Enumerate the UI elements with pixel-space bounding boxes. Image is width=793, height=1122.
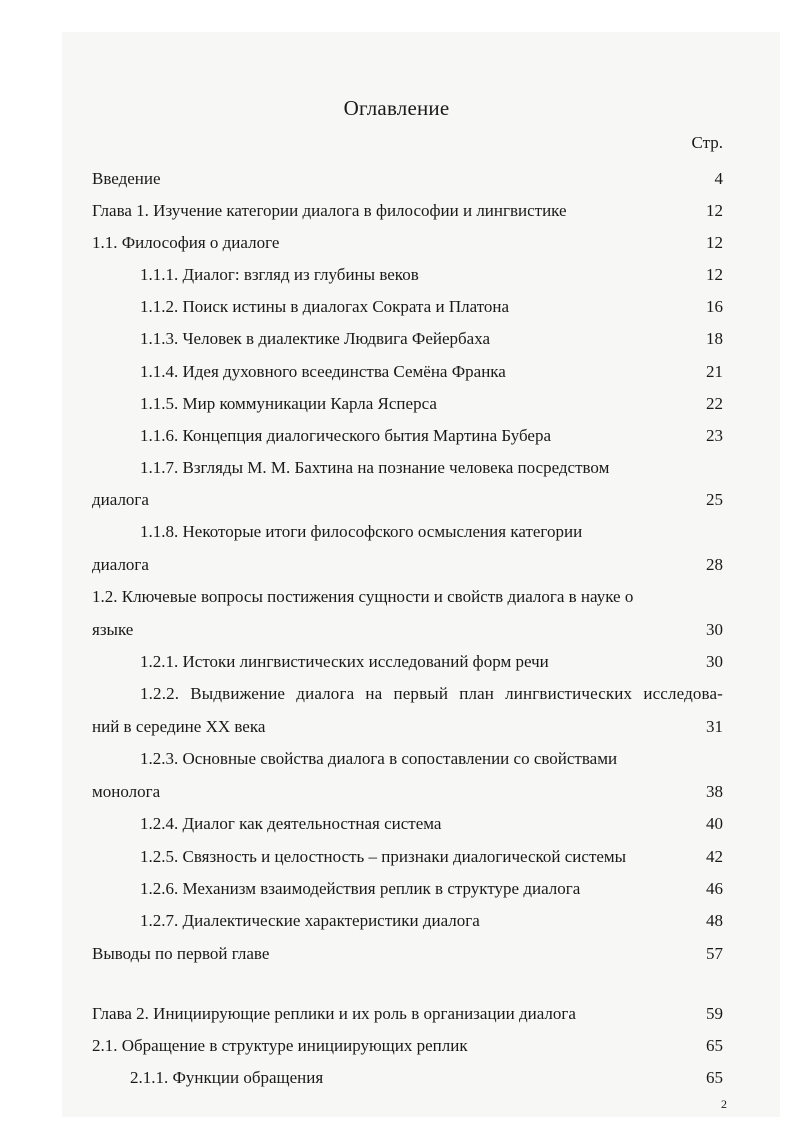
toc-entry-page: 46 (706, 879, 723, 898)
toc-entry-page: 12 (706, 265, 723, 284)
toc-entry-text: 1.2.6. Механизм взаимодействия реплик в структуре диалога (140, 879, 581, 898)
toc-entry-page: 38 (706, 782, 723, 801)
toc-entry-text: 1.1.5. Мир коммуникации Карла Ясперса (140, 394, 437, 413)
toc-entry-page: 21 (706, 362, 723, 381)
toc-entry-page: 59 (706, 1004, 723, 1023)
toc-entry-page: 18 (706, 329, 723, 348)
toc-entry-page: 31 (706, 717, 723, 736)
toc-entry-text: Глава 2. Инициирующие реплики и их роль в организации диалога (92, 1004, 576, 1023)
toc-entry-page: 23 (706, 426, 723, 445)
toc-entry-page: 40 (706, 814, 723, 833)
toc-entry-text: Глава 1. Изучение категории диалога в философии и лингвистике (92, 201, 567, 220)
page-number: 2 (721, 1097, 727, 1111)
toc-entry-text: 1.1.8. Некоторые итоги философского осмысления категории (140, 522, 583, 541)
toc-entry-text: 1.1. Философия о диалоге (92, 233, 280, 252)
toc-entry-text: 1.1.4. Идея духовного всеединства Семёна Франка (140, 362, 506, 381)
toc-entry-text: 1.1.3. Человек в диалектике Людвига Фейербаха (140, 329, 491, 348)
toc-entry-page: 4 (714, 169, 723, 188)
toc-entry-text: 1.2.3. Основные свойства диалога в сопоставлении со свойствами (140, 749, 618, 768)
toc-entry-text: 1.2.1. Истоки лингвистических исследований форм речи (140, 652, 549, 671)
page-title: Оглавление (343, 96, 450, 120)
toc-entry-page: 12 (706, 201, 723, 220)
toc-entry-text: 2.1. Обращение в структуре инициирующих реплик (92, 1036, 468, 1055)
toc-entry-text: монолога (92, 782, 161, 801)
toc-entry-text: диалога (92, 555, 149, 574)
toc-entry-page: 48 (706, 911, 723, 930)
toc-entry-text: 1.1.2. Поиск истины в диалогах Сократа и Платона (140, 297, 510, 316)
toc-entry-text: 1.1.6. Концепция диалогического бытия Мартина Бубера (140, 426, 552, 445)
toc-entry-text: Введение (92, 169, 161, 188)
toc-entry-text: 1.2.5. Связность и целостность – признаки диалогической системы (140, 847, 627, 866)
toc-entry-text: 1.1.7. Взгляды М. М. Бахтина на познание человека посредством (140, 458, 610, 477)
toc-entry-page: 25 (706, 490, 723, 509)
toc-entry-page: 42 (706, 847, 723, 866)
toc-entry-text: языке (92, 620, 134, 639)
toc-entry-page: 65 (706, 1068, 723, 1087)
toc-entry-page: 28 (706, 555, 723, 574)
toc-entry-text: 1.2.4. Диалог как деятельностная система (140, 814, 442, 833)
page-column-label: Стр. (691, 133, 723, 152)
toc-entry-text: диалога (92, 490, 149, 509)
toc-entry-page: 12 (706, 233, 723, 252)
toc-entry-text: ний в середине XX века (92, 717, 266, 736)
toc-entry-text: 1.2.7. Диалектические характеристики диалога (140, 911, 480, 930)
toc-entry-text: Выводы по первой главе (92, 944, 270, 963)
toc-entry-page: 16 (706, 297, 723, 316)
toc-entry-page: 22 (706, 394, 723, 413)
toc-entry-text: 1.1.1. Диалог: взгляд из глубины веков (140, 265, 419, 284)
toc-entry-text: 1.2.2. Выдвижение диалога на первый план лингвистических исследова- (140, 684, 723, 703)
toc-entry-page: 30 (706, 620, 723, 639)
toc-entry-text: 1.2. Ключевые вопросы постижения сущности и свойств диалога в науке о (92, 587, 634, 606)
toc-entry-text: 2.1.1. Функции обращения (130, 1068, 324, 1087)
toc-entry-page: 30 (706, 652, 723, 671)
toc-entry-page: 65 (706, 1036, 723, 1055)
toc-entry-page: 57 (706, 944, 723, 963)
